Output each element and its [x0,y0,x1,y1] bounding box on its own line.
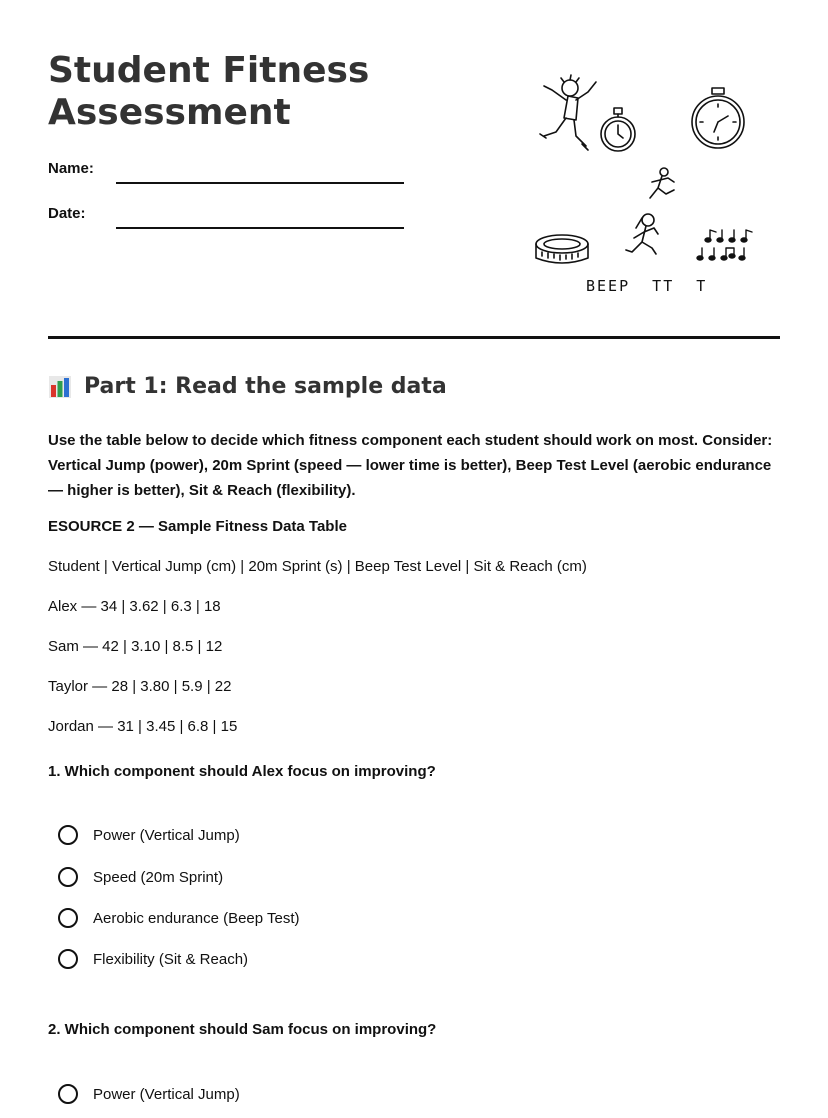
date-input[interactable] [116,207,404,227]
small-stopwatch-icon [601,108,635,151]
illustration-caption: BEEP TT T [586,277,708,295]
resource-title: ESOURCE 2 — Sample Fitness Data Table [48,518,347,535]
table-header: Student | Vertical Jump (cm) | 20m Sprint (s) | Beep Test Level | Sit & Reach (cm) [48,558,587,575]
measuring-tape-icon [536,235,588,263]
q1-option-flexibility[interactable] [58,946,248,972]
stopwatch-clock-icon [692,88,744,148]
q1-option-speed[interactable] [58,864,223,890]
question-2: 2. Which component should Sam focus on improving? [48,1021,437,1038]
date-line [116,227,404,229]
bar-chart-icon [48,375,72,399]
table-row: Jordan — 31 | 3.45 | 6.8 | 15 [48,718,238,735]
option-label: Power (Vertical Jump) [93,1085,240,1103]
section-title [48,374,447,399]
radio-button[interactable] [58,825,78,845]
table-row: Taylor — 28 | 3.80 | 5.9 | 22 [48,678,232,695]
name-input[interactable] [116,162,404,182]
option-label: Flexibility (Sit & Reach) [93,950,249,968]
name-line [116,182,404,184]
name-label: Name: [48,160,94,177]
fitness-illustration [528,70,788,300]
date-label: Date: [48,205,86,222]
section-title-text: Part 1: Read the sample data [84,374,447,399]
radio-button[interactable] [58,867,78,887]
page-title [48,50,369,134]
runner-icon [650,168,674,198]
page-title-line-2: Assessment [48,92,291,133]
instructions: Use the table below to decide which fitness component each student should work on most. Consider: Vertical Jump (power), 20m Sprint (speed — lower time is better), Beep Test Level (aerobic endurance — higher is better), Sit & Reach (flexibility). [48,432,773,499]
option-label: Power (Vertical Jump) [93,826,240,844]
option-label: Speed (20m Sprint) [93,868,224,886]
date-field [48,205,408,235]
page-title-line-1: Student Fitness [48,50,370,91]
running-student-icon [626,214,658,254]
section-divider [48,336,780,339]
radio-button[interactable] [58,949,78,969]
q2-option-power[interactable] [58,1081,240,1107]
question-1: 1. Which component should Alex focus on improving? [48,763,436,780]
q1-option-power[interactable] [58,822,240,848]
option-label: Aerobic endurance (Beep Test) [93,909,300,927]
music-notes-icon [697,230,752,260]
q1-option-aerobic[interactable] [58,905,300,931]
radio-button[interactable] [58,908,78,928]
name-field [48,160,408,190]
jumping-student-icon [540,75,596,150]
table-row: Sam — 42 | 3.10 | 8.5 | 12 [48,638,223,655]
radio-button[interactable] [58,1084,78,1104]
table-row: Alex — 34 | 3.62 | 6.3 | 18 [48,598,221,615]
